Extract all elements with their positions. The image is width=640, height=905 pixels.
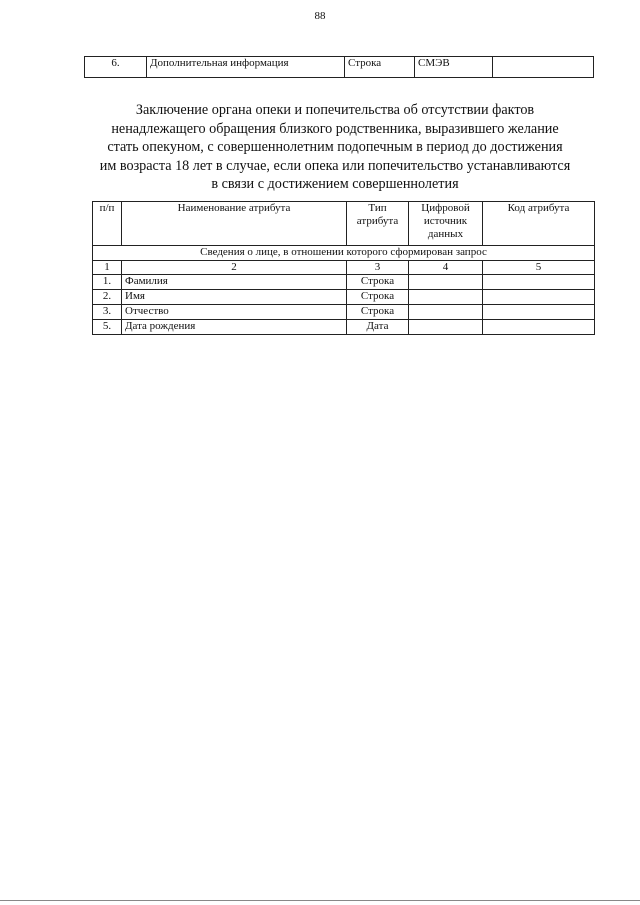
title-line: им возраста 18 лет в случае, если опека или попечительство устанавливаются <box>99 157 571 174</box>
table-row <box>93 320 595 335</box>
row-number: 3. <box>93 305 122 320</box>
attribute-type: Строка <box>347 305 409 320</box>
column-number-row <box>93 261 595 275</box>
header-cell: Наименование атрибута <box>122 202 347 246</box>
row-number: 2. <box>93 290 122 305</box>
scan-edge-line <box>0 900 640 901</box>
data-source <box>409 275 483 290</box>
title-line: Заключение органа опеки и попечительства об отсутствии фактов <box>135 102 535 118</box>
attribute-code <box>483 305 595 320</box>
attribute-table <box>92 201 595 335</box>
attribute-code <box>483 320 595 335</box>
data-source <box>409 320 483 335</box>
header-cell: п/п <box>93 202 122 246</box>
section-row <box>93 246 595 261</box>
column-number: 3 <box>347 261 409 275</box>
attribute-name: Дополнительная информация <box>147 57 345 78</box>
attribute-code <box>493 57 594 78</box>
row-number: 1. <box>93 275 122 290</box>
attribute-type: Дата <box>347 320 409 335</box>
data-source <box>409 290 483 305</box>
header-cell: Цифровой источник данных <box>409 202 483 246</box>
title-line: ненадлежащего обращения близкого родственника, выразившего желание <box>111 120 559 137</box>
data-source: СМЭВ <box>415 57 493 78</box>
column-number: 2 <box>122 261 347 275</box>
header-row <box>93 202 595 246</box>
attribute-name: Дата рождения <box>122 320 347 335</box>
table-row <box>93 290 595 305</box>
title-line: стать опекуном, с совершеннолетним подопечным в период до достижения <box>107 139 563 155</box>
attribute-type: Строка <box>345 57 415 78</box>
top-table <box>84 56 594 78</box>
title-line: в связи с достижением совершеннолетия <box>211 176 459 192</box>
attribute-code <box>483 275 595 290</box>
attribute-name: Фамилия <box>122 275 347 290</box>
table-row <box>93 275 595 290</box>
row-number: 5. <box>93 320 122 335</box>
attribute-code <box>483 290 595 305</box>
attribute-type: Строка <box>347 290 409 305</box>
header-cell: Тип атрибута <box>347 202 409 246</box>
section-label: Сведения о лице, в отношении которого сформирован запрос <box>93 246 595 261</box>
attribute-name: Отчество <box>122 305 347 320</box>
data-source <box>409 305 483 320</box>
column-number: 4 <box>409 261 483 275</box>
column-number: 1 <box>93 261 122 275</box>
table-row <box>93 305 595 320</box>
section-title <box>70 101 600 194</box>
table-row <box>85 57 594 78</box>
attribute-name: Имя <box>122 290 347 305</box>
header-cell: Код атрибута <box>483 202 595 246</box>
row-number: 6. <box>85 57 147 78</box>
attribute-type: Строка <box>347 275 409 290</box>
page-number: 88 <box>314 10 326 22</box>
column-number: 5 <box>483 261 595 275</box>
